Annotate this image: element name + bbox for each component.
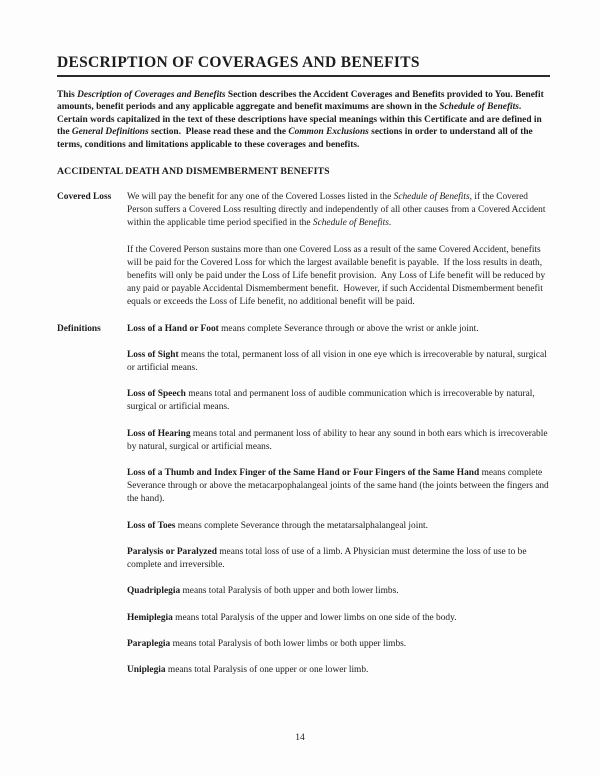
term-label: Covered Loss	[57, 192, 112, 203]
body-paragraph	[127, 191, 550, 231]
page-title: DESCRIPTION OF COVERAGES AND BENEFITS	[57, 54, 550, 77]
term-block	[57, 323, 550, 690]
body-paragraph	[127, 638, 550, 651]
text-run: means total loss of use of a limb. A Physician must determine the loss of use to be complete and irreversible.	[127, 546, 529, 571]
text-run: means total and permanent loss of audible communication which is irrecoverable by natural, surgical or artificial means.	[127, 389, 538, 413]
page-number: 14	[295, 733, 305, 743]
body-paragraph	[127, 428, 550, 454]
text-run: means the total, permanent loss of all vision in one eye which is irrecoverable by natural, surgical or artificial means.	[127, 349, 550, 374]
term-body	[127, 323, 550, 690]
text-run: Common Exclusions	[288, 127, 369, 138]
body-paragraph	[127, 467, 550, 507]
text-run: means total and permanent loss of ability to hear any sound in both ears which is irrecoverable by natural, surgical or artificial means.	[127, 428, 550, 452]
text-run: Description of Coverages and Benefits	[77, 90, 226, 100]
text-run: means complete Severance through or above the metacarpophalangeal joints of the same hand (the joints between the fingers and the hand).	[127, 468, 552, 505]
body-paragraph	[127, 323, 550, 336]
text-run: Quadriplegia	[127, 586, 181, 597]
text-run: Schedule of Benefits	[439, 102, 519, 113]
text-run: Hemiplegia	[127, 612, 173, 623]
body-paragraph	[127, 349, 550, 375]
body-paragraph	[127, 520, 550, 533]
text-run: Uniplegia	[127, 664, 166, 675]
text-run: Loss of Toes	[127, 520, 176, 531]
text-run: means total Paralysis of both upper and both lower limbs.	[180, 586, 399, 597]
body-paragraph	[127, 388, 550, 414]
text-run: Section describes the Accident Coverages and Benefits provided to You. Benefit amounts, benefit periods and any applicable aggregate and benefit maximums are shown in the	[57, 90, 547, 113]
text-run: sections in order to understand all of the terms, conditions and limitations applicable to these coverages and benefits.	[57, 127, 536, 150]
text-run: means total Paralysis of both lower limbs or both upper limbs.	[170, 638, 407, 649]
section-heading: ACCIDENTAL DEATH AND DISMEMBERMENT BENEFITS	[57, 166, 330, 178]
text-run: Loss of a Hand or Foot	[127, 323, 219, 334]
body-paragraph	[127, 585, 550, 598]
page-footer	[0, 727, 600, 745]
text-run: means total Paralysis of the upper and lower limbs on one side of the body.	[172, 612, 457, 623]
body-paragraph	[127, 546, 550, 572]
text-run: section. Please read these and the	[148, 127, 289, 138]
text-run: . Certain words capitalized in the text of these descriptions have special meanings within this Certificate and are defined in the	[57, 102, 545, 138]
term-block	[57, 191, 550, 323]
body-paragraph	[127, 244, 550, 310]
text-run: Loss of Sight	[127, 349, 179, 360]
text-run: We will pay the benefit for any one of the Covered Losses listed in the	[127, 192, 394, 203]
text-run: This	[57, 90, 78, 100]
text-run: means complete Severance through the metatarsalphalangeal joint.	[175, 520, 428, 531]
text-run: means total Paralysis of one upper or one lower limb.	[165, 664, 369, 675]
text-run: Paraplegia	[127, 638, 171, 649]
intro-paragraph	[57, 89, 550, 151]
text-run: Loss of Speech	[127, 389, 186, 400]
text-run: General Definitions	[71, 127, 149, 138]
term-label: Definitions	[57, 323, 101, 334]
term-body	[127, 191, 550, 323]
text-run: means complete Severance through or above the wrist or ankle joint.	[218, 323, 479, 334]
text-run: .	[388, 218, 392, 229]
definition-blocks	[57, 191, 550, 690]
text-run: Loss of Hearing	[127, 428, 191, 439]
text-run: Schedule of Benefits	[312, 218, 389, 229]
body-paragraph	[127, 612, 550, 625]
text-run: Schedule of Benefits	[393, 192, 470, 203]
text-run: , if the Covered Person suffers a Covered Loss resulting directly and independently of all other causes from a Covered Accident within the applicable time period specified in the	[127, 192, 548, 229]
text-run: If the Covered Person sustains more than one Covered Loss as a result of the same Covered Accident, benefits will be paid for the Covered Loss for which the largest available benefit is payable. If the loss results in death, benefits will only be paid under the Loss of Life benefit provision. Any Loss of Life benefit will be reduced by any paid or payable Accidental Dismemberment benefit. However, if such Accidental Dismemberment benefit equals or exceeds the Loss of Life benefit, no additional benefit will be paid.	[127, 244, 548, 308]
text-run: Loss of a Thumb and Index Finger of the Same Hand or Four Fingers of the Same Hand	[127, 468, 480, 479]
body-paragraph	[127, 664, 550, 677]
text-run: Paralysis or Paralyzed	[127, 546, 217, 557]
